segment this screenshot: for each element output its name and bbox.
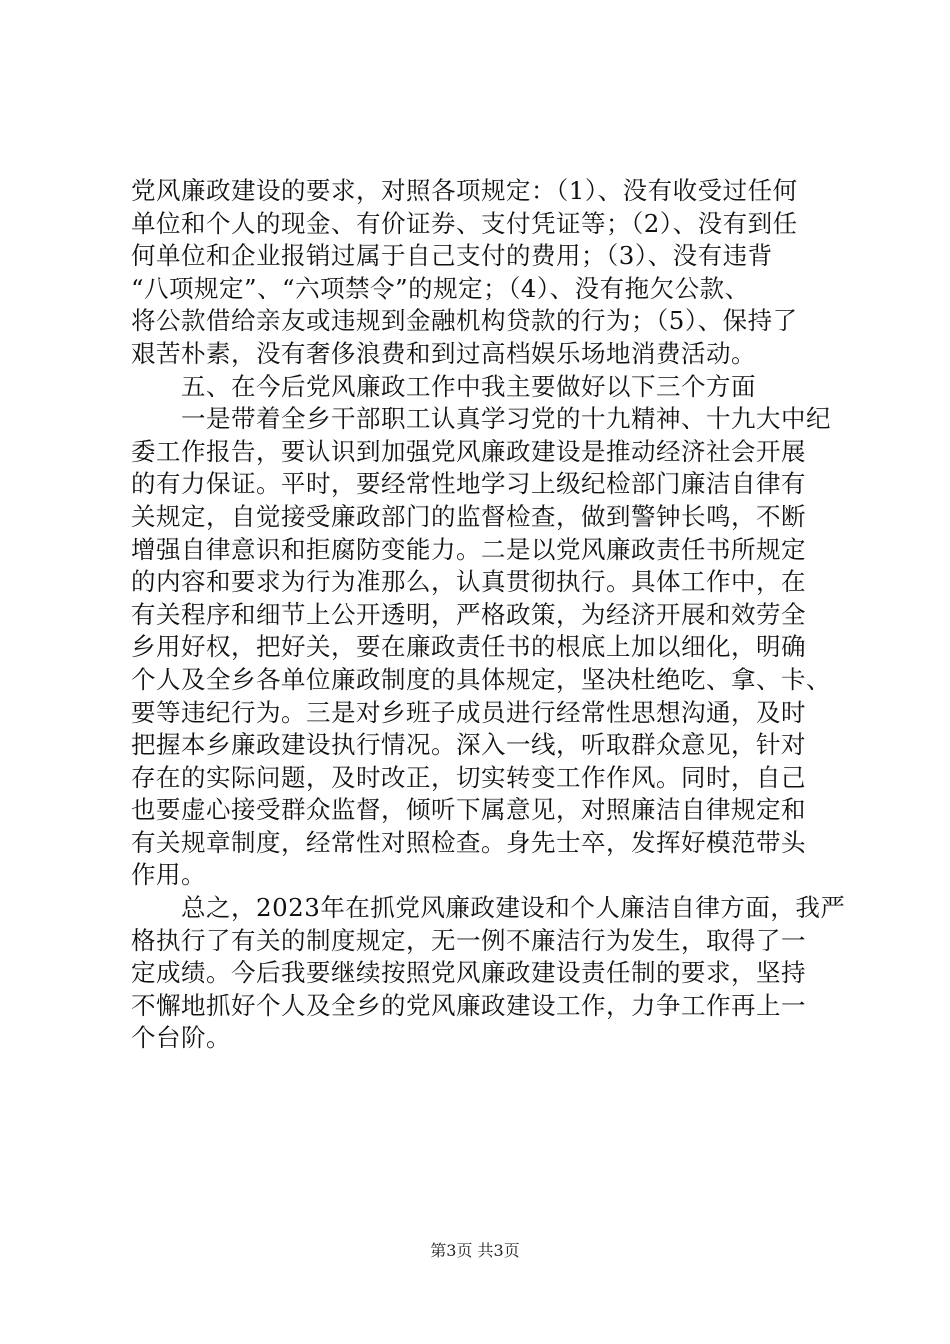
page-number: 第3页 共3页 [430,1241,520,1260]
text-line: 要等违纪行为。三是对乡班子成员进行经常性思想沟通，及时 [131,697,806,727]
text-line: 增强自律意识和拒腐防变能力。二是以党风廉政责任书所规定 [131,534,806,564]
text-line: 作用。 [131,860,206,890]
text-line: 定成绩。今后我要继续按照党风廉政建设责任制的要求，坚持 [131,958,806,988]
text-line: 不懈地抓好个人及全乡的党风廉政建设工作，力争工作再上一 [131,990,806,1020]
text-line: 关规定，自觉接受廉政部门的监督检查，做到警钟长鸣，不断 [131,501,806,531]
text-line: 何单位和企业报销过属于自己支付的费用；（3）、没有违背 [131,241,773,271]
text-line: 存在的实际问题，及时改正，切实转变工作作风。同时，自己 [131,762,806,792]
text-line: 总之，2023年在抓党风廉政建设和个人廉洁自律方面，我严 [131,893,846,923]
text-line: 的内容和要求为行为准那么，认真贯彻执行。具体工作中，在 [131,567,806,597]
text-line: 党风廉政建设的要求，对照各项规定：（1）、没有收受过任何 [131,176,798,205]
document-body [131,175,846,1055]
text-line: 格执行了有关的制度规定，无一例不廉洁行为发生，取得了一 [131,925,806,955]
text-line: 的有力保证。平时，要经常性地学习上级纪检部门廉洁自律有 [131,469,806,499]
text-line: 委工作报告，要认识到加强党风廉政建设是推动经济社会开展 [131,436,806,466]
text-line: 单位和个人的现金、有价证券、支付凭证等；（2）、没有到任 [131,208,798,238]
section-heading: 五、在今后党风廉政工作中我主要做好以下三个方面 [131,371,756,401]
text-line: “八项规定”、“六项禁令”的规定；（4）、没有拖欠公款、 [131,273,750,303]
text-line: 个人及全乡各单位廉政制度的具体规定，坚决杜绝吃、拿、卡、 [131,664,831,694]
text-line: 个台阶。 [131,1023,231,1053]
text-line: 也要虚心接受群众监督，倾听下属意见，对照廉洁自律规定和 [131,795,806,825]
text-line: 将公款借给亲友或违规到金融机构贷款的行为；（5）、保持了 [131,306,798,336]
text-line: 一是带着全乡干部职工认真学习党的十九精神、十九大中纪 [131,404,831,434]
text-line: 有关规章制度，经常性对照检查。身先士卒，发挥好模范带头 [131,827,806,857]
text-line: 艰苦朴素，没有奢侈浪费和到过高档娱乐场地消费活动。 [131,338,756,368]
text-line: 把握本乡廉政建设执行情况。深入一线，听取群众意见，针对 [131,730,806,760]
text-line: 乡用好权，把好关，要在廉政责任书的根底上加以细化，明确 [131,632,806,662]
text-line: 有关程序和细节上公开透明，严格政策，为经济开展和效劳全 [131,599,806,629]
